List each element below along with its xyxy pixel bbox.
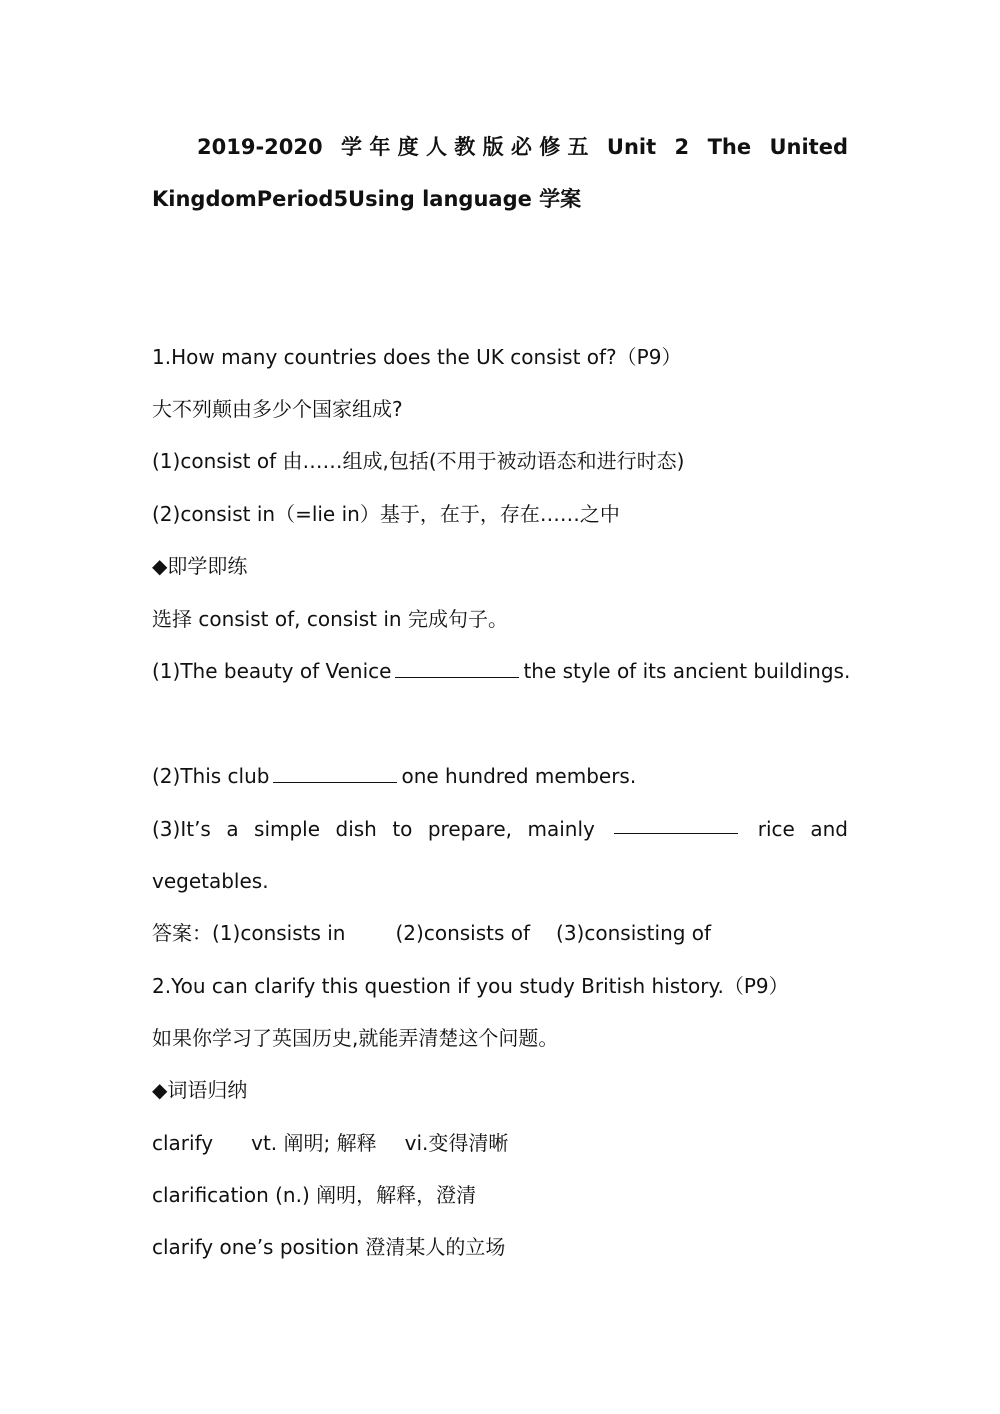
answers: [152, 919, 848, 947]
ex-word: simple: [254, 817, 321, 841]
answer-blank: [395, 659, 519, 678]
ex-text: the style of its ancient buildings.: [523, 659, 851, 683]
answer: (1)consists in: [212, 921, 346, 945]
title-line-1: [197, 133, 848, 161]
note-1: (1)consist of 由……组成,包括(不用于被动语态和进行时态): [152, 449, 685, 473]
title-part: 2019-2020: [197, 135, 323, 159]
vocab-1: [152, 1129, 848, 1157]
exercise-2: [152, 762, 848, 790]
ex-text: (1)The beauty of Venice: [152, 659, 392, 683]
ex-word: rice: [757, 817, 795, 841]
answer: (3)consisting of: [556, 921, 712, 945]
ex-text: (2)This club: [152, 764, 270, 788]
exercise-3: [152, 815, 848, 843]
question-2: 2.You can clarify this question if you study British history.（P9）: [152, 974, 789, 998]
instruction: 选择 consist of, consist in 完成句子。: [152, 607, 508, 631]
title-line-2: KingdomPeriod5Using language 学案: [152, 187, 582, 211]
ex-word: prepare,: [427, 817, 513, 841]
answer: (2)consists of: [395, 921, 531, 945]
practice-heading: ◆即学即练: [152, 554, 248, 578]
translation-2: 如果你学习了英国历史,就能弄清楚这个问题。: [152, 1026, 559, 1050]
title-part: The: [707, 135, 752, 159]
ex-word: mainly: [527, 817, 595, 841]
note-2: (2)consist in（=lie in）基于，在于，存在……之中: [152, 502, 620, 526]
vocab-word: clarify: [152, 1131, 214, 1155]
vocab-heading: ◆词语归纳: [152, 1078, 248, 1102]
answer-blank: [273, 764, 397, 783]
vocab-def: vt. 阐明; 解释: [251, 1131, 377, 1155]
ex-word: (3)It’s: [152, 817, 211, 841]
ex-word: to: [392, 817, 413, 841]
vocab-3: clarify one’s position 澄清某人的立场: [152, 1235, 506, 1259]
ex-word: dish: [335, 817, 377, 841]
question-1: 1.How many countries does the UK consist of?（P9）: [152, 345, 682, 369]
title-part: 2: [674, 135, 690, 159]
title-part: United: [769, 135, 848, 159]
title-part: 学 年 度 人 教 版 必 修 五: [341, 135, 589, 159]
vocab-2: clarification (n.) 阐明，解释，澄清: [152, 1183, 477, 1207]
ex-text: one hundred members.: [401, 764, 637, 788]
answer-blank: [614, 815, 738, 834]
title-part: Unit: [606, 135, 657, 159]
exercise-1: [152, 657, 851, 685]
ex-word: and: [810, 817, 848, 841]
ex-word: a: [226, 817, 239, 841]
exercise-3-continued: vegetables.: [152, 869, 269, 893]
vocab-def: vi.变得清晰: [404, 1131, 509, 1155]
answer-label: 答案：: [152, 921, 212, 945]
translation-1: 大不列颠由多少个国家组成?: [152, 397, 403, 421]
